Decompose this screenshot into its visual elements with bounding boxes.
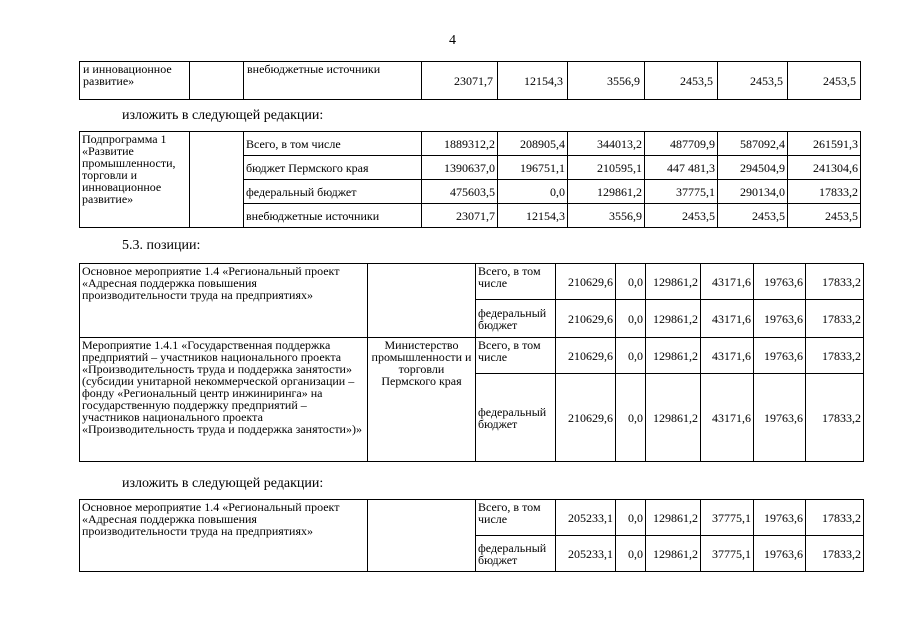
heading-edit-2: изложить в следующей редакции: xyxy=(122,476,324,491)
value-cell: 3556,9 xyxy=(568,204,645,228)
value-cell: 1889312,2 xyxy=(422,132,498,156)
value-cell: 2453,5 xyxy=(718,62,788,100)
value-cell: 37775,1 xyxy=(645,180,718,204)
funding-source: Всего, в том числе xyxy=(244,132,422,156)
funding-source: бюджет Пермского края xyxy=(244,156,422,180)
value-cell: 17833,2 xyxy=(788,180,861,204)
value-cell: 210595,1 xyxy=(568,156,645,180)
funding-source: Всего, в том числе xyxy=(476,500,556,536)
value-cell: 0,0 xyxy=(616,338,646,374)
value-cell: 2453,5 xyxy=(645,204,718,228)
value-cell: 208905,4 xyxy=(498,132,568,156)
value-cell: 487709,9 xyxy=(645,132,718,156)
value-cell: 43171,6 xyxy=(701,338,754,374)
table-subprogram xyxy=(79,131,861,228)
value-cell: 2453,5 xyxy=(645,62,718,100)
value-cell: 261591,3 xyxy=(788,132,861,156)
value-cell: 205233,1 xyxy=(556,500,616,536)
table-new-version xyxy=(79,499,864,572)
table-top-fragment xyxy=(79,61,861,100)
executor-cell xyxy=(190,62,244,100)
value-cell: 17833,2 xyxy=(806,500,864,536)
value-cell: 129861,2 xyxy=(646,338,701,374)
value-cell: 210629,6 xyxy=(556,338,616,374)
funding-source: федеральный бюджет xyxy=(244,180,422,204)
value-cell: 2453,5 xyxy=(788,204,861,228)
value-cell: 23071,7 xyxy=(422,204,498,228)
value-cell: 0,0 xyxy=(616,374,646,462)
value-cell: 129861,2 xyxy=(646,300,701,338)
value-cell: 447 481,3 xyxy=(645,156,718,180)
value-cell: 1390637,0 xyxy=(422,156,498,180)
value-cell: 129861,2 xyxy=(568,180,645,204)
value-cell: 241304,6 xyxy=(788,156,861,180)
row-name: и инновационное развитие» xyxy=(80,62,190,100)
activity-name: Основное мероприятие 1.4 «Региональный проект «Адресная поддержка повышения производительности труда на предприятиях» xyxy=(80,264,368,338)
value-cell: 196751,1 xyxy=(498,156,568,180)
value-cell: 19763,6 xyxy=(754,264,806,300)
value-cell: 0,0 xyxy=(616,500,646,536)
value-cell: 0,0 xyxy=(498,180,568,204)
value-cell: 0,0 xyxy=(616,536,646,572)
activity-name: Мероприятие 1.4.1 «Государственная поддержка предприятий – участников национального проекта «Производительность труда и поддержка занятости» (субсидии унитарной некоммерческой организации – фонду «Региональный центр инжиниринга» на государственную поддержку предприятий – участников национального проекта «Производительность труда и поддержка занятости»)» xyxy=(80,338,368,462)
value-cell: 17833,2 xyxy=(806,264,864,300)
funding-source: федеральный бюджет xyxy=(476,536,556,572)
value-cell: 2453,5 xyxy=(788,62,861,100)
value-cell: 17833,2 xyxy=(806,338,864,374)
value-cell: 210629,6 xyxy=(556,300,616,338)
value-cell: 17833,2 xyxy=(806,374,864,462)
value-cell: 294504,9 xyxy=(718,156,788,180)
page-number: 4 xyxy=(449,33,456,48)
value-cell: 12154,3 xyxy=(498,62,568,100)
value-cell: 19763,6 xyxy=(754,536,806,572)
value-cell: 290134,0 xyxy=(718,180,788,204)
value-cell: 129861,2 xyxy=(646,374,701,462)
funding-source: Всего, в том числе xyxy=(476,264,556,300)
value-cell: 12154,3 xyxy=(498,204,568,228)
value-cell: 129861,2 xyxy=(646,500,701,536)
value-cell: 129861,2 xyxy=(646,264,701,300)
value-cell: 0,0 xyxy=(616,300,646,338)
heading-edit-1: изложить в следующей редакции: xyxy=(122,108,324,123)
value-cell: 43171,6 xyxy=(701,264,754,300)
value-cell: 587092,4 xyxy=(718,132,788,156)
funding-source: внебюджетные источники xyxy=(244,204,422,228)
value-cell: 37775,1 xyxy=(701,500,754,536)
funding-source: федеральный бюджет xyxy=(476,374,556,462)
funding-source: Всего, в том числе xyxy=(476,338,556,374)
value-cell: 19763,6 xyxy=(754,338,806,374)
value-cell: 2453,5 xyxy=(718,204,788,228)
value-cell: 37775,1 xyxy=(701,536,754,572)
value-cell: 43171,6 xyxy=(701,374,754,462)
funding-source: федеральный бюджет xyxy=(476,300,556,338)
value-cell: 205233,1 xyxy=(556,536,616,572)
value-cell: 43171,6 xyxy=(701,300,754,338)
executor-cell xyxy=(190,132,244,228)
funding-source: внебюджетные источники xyxy=(244,62,422,100)
executor-cell xyxy=(368,264,476,338)
value-cell: 23071,7 xyxy=(422,62,498,100)
value-cell: 0,0 xyxy=(616,264,646,300)
value-cell: 19763,6 xyxy=(754,300,806,338)
value-cell: 3556,9 xyxy=(568,62,645,100)
activity-name: Основное мероприятие 1.4 «Региональный проект «Адресная поддержка повышения производительности труда на предприятиях» xyxy=(80,500,368,572)
value-cell: 129861,2 xyxy=(646,536,701,572)
value-cell: 17833,2 xyxy=(806,536,864,572)
value-cell: 210629,6 xyxy=(556,264,616,300)
value-cell: 344013,2 xyxy=(568,132,645,156)
heading-positions: 5.3. позиции: xyxy=(122,238,201,253)
value-cell: 17833,2 xyxy=(806,300,864,338)
value-cell: 475603,5 xyxy=(422,180,498,204)
executor-cell: Министерство промышленности и торговли Пермского края xyxy=(368,338,476,462)
table-positions xyxy=(79,263,864,462)
executor-cell xyxy=(368,500,476,572)
value-cell: 19763,6 xyxy=(754,500,806,536)
subprogram-name: Подпрограмма 1 «Развитие промышленности, торговли и инновационное развитие» xyxy=(80,132,190,228)
value-cell: 19763,6 xyxy=(754,374,806,462)
value-cell: 210629,6 xyxy=(556,374,616,462)
